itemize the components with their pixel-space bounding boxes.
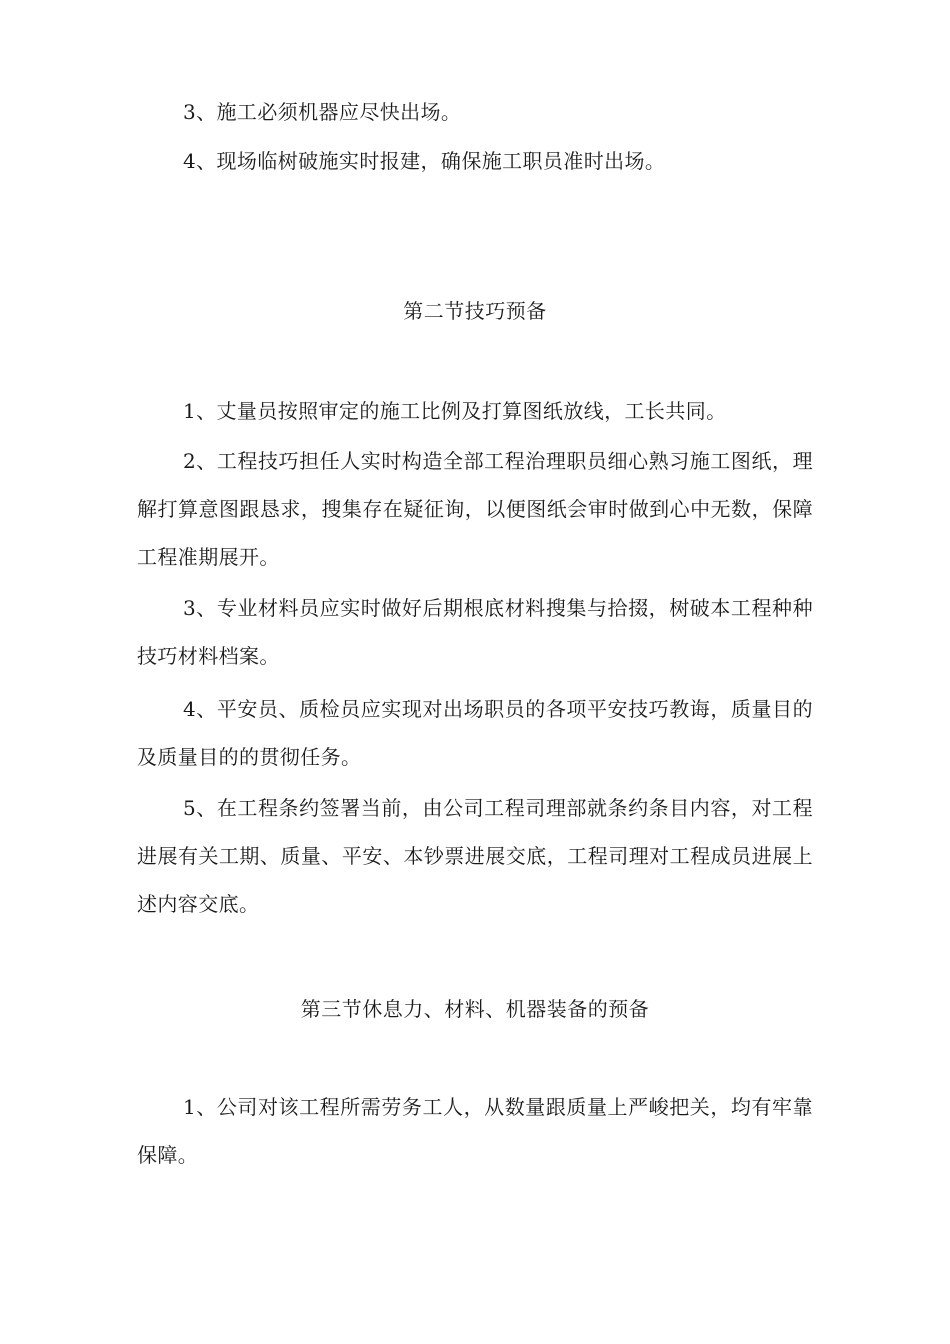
section-2-item-4: 4、平安员、质检员应实现对出场职员的各项平安技巧教诲，质量目的及质量目的的贯彻任务。 [137,697,813,769]
section-2-title: 第二节技巧预备 [403,299,547,323]
section-2-item-2: 2、工程技巧担任人实时构造全部工程治理职员细心熟习施工图纸，理解打算意图跟恳求，搜集存在疑征询，以便图纸会审时做到心中无数，保障工程准期展开。 [137,449,813,569]
section-2-item-1: 1、丈量员按照审定的施工比例及打算图纸放线，工长共同。 [183,399,727,423]
section-3-item-1: 1、公司对该工程所需劳务工人，从数量跟质量上严峻把关，均有牢靠保障。 [137,1095,813,1167]
section-2-item-3: 3、专业材料员应实时做好后期根底材料搜集与拾掇，树破本工程种种技巧材料档案。 [137,596,813,668]
intro-item-3: 3、施工必须机器应尽快出场。 [183,100,462,124]
intro-item-4: 4、现场临树破施实时报建，确保施工职员准时出场。 [183,149,666,173]
section-2-item-5: 5、在工程条约签署当前，由公司工程司理部就条约条目内容，对工程进展有关工期、质量、平安、本钞票进展交底，工程司理对工程成员进展上述内容交底。 [137,796,813,916]
section-3-title: 第三节休息力、材料、机器装备的预备 [300,997,650,1021]
